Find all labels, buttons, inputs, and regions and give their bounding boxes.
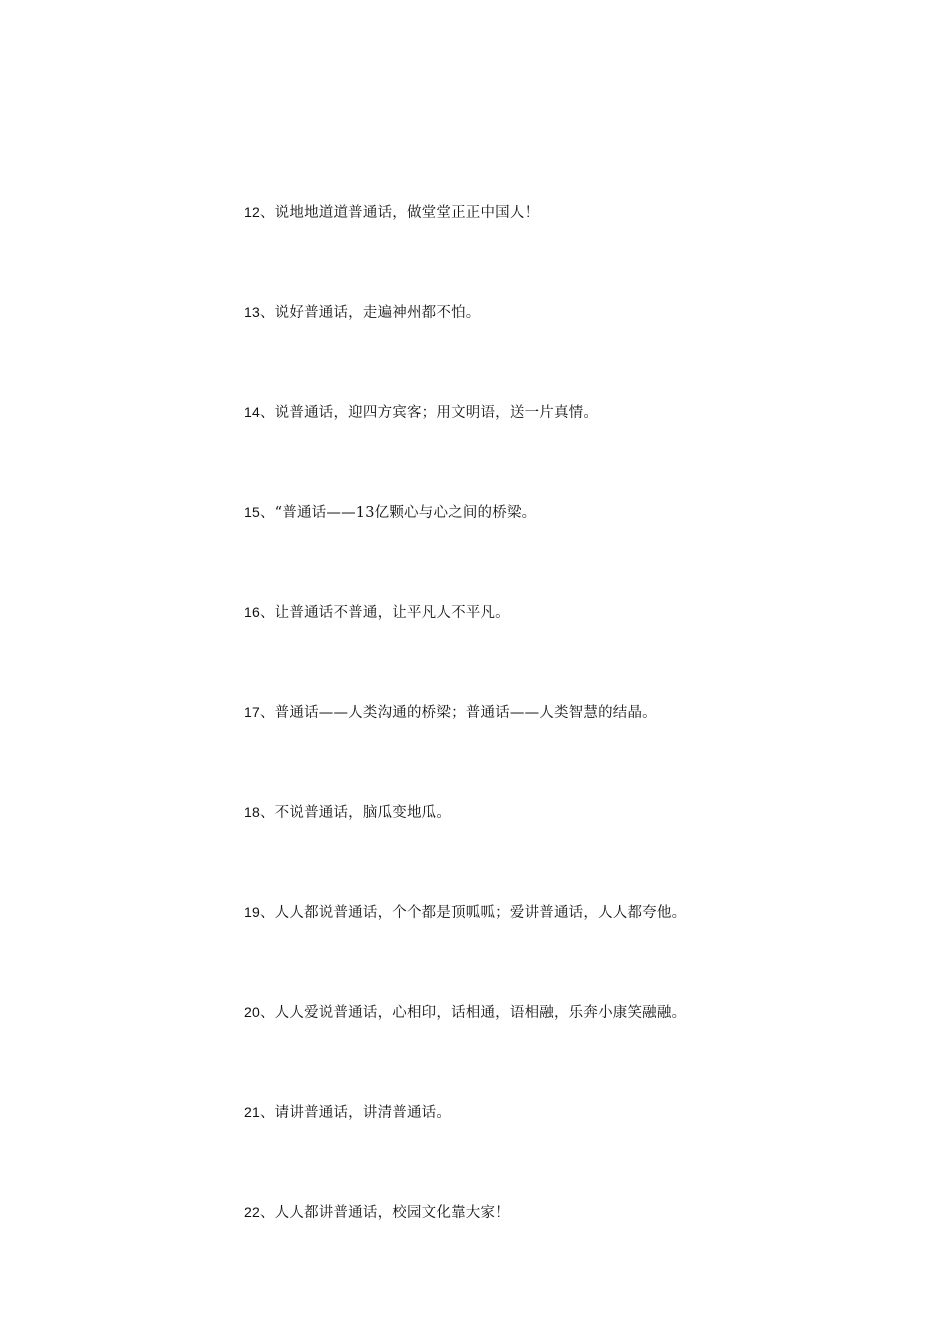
list-item bbox=[244, 998, 864, 1098]
list-item bbox=[244, 1198, 864, 1298]
item-number: 12 bbox=[244, 204, 260, 220]
list-item bbox=[244, 798, 864, 898]
item-number: 15 bbox=[244, 504, 260, 520]
item-text: 、不说普通话，脑瓜变地瓜。 bbox=[259, 805, 452, 821]
item-text: 、“普通话——13亿颗心与心之间的桥梁。 bbox=[259, 505, 537, 521]
item-number: 14 bbox=[244, 404, 260, 420]
item-text: 、说地地道道普通话，做堂堂正正中国人！ bbox=[259, 205, 540, 221]
item-text: 、普通话——人类沟通的桥梁；普通话——人类智慧的结晶。 bbox=[259, 705, 657, 721]
item-number: 20 bbox=[244, 1004, 260, 1020]
item-text: 、让普通话不普通，让平凡人不平凡。 bbox=[259, 605, 510, 621]
list-item bbox=[244, 298, 864, 398]
item-text: 、人人都说普通话，个个都是顶呱呱；爱讲普通话，人人都夸他。 bbox=[259, 905, 687, 921]
item-number: 18 bbox=[244, 804, 260, 820]
item-number: 19 bbox=[244, 904, 260, 920]
slogan-list bbox=[244, 198, 864, 1298]
list-item bbox=[244, 598, 864, 698]
list-item bbox=[244, 698, 864, 798]
item-text: 、说好普通话，走遍神州都不怕。 bbox=[259, 305, 481, 321]
item-text: 、说普通话，迎四方宾客；用文明语，送一片真情。 bbox=[259, 405, 599, 421]
list-item bbox=[244, 898, 864, 998]
item-number: 22 bbox=[244, 1204, 260, 1220]
item-text: 、请讲普通话，讲清普通话。 bbox=[259, 1105, 452, 1121]
list-item bbox=[244, 198, 864, 298]
item-number: 13 bbox=[244, 304, 260, 320]
list-item bbox=[244, 398, 864, 498]
item-number: 16 bbox=[244, 604, 260, 620]
list-item bbox=[244, 498, 864, 598]
list-item bbox=[244, 1098, 864, 1198]
item-number: 17 bbox=[244, 704, 260, 720]
item-text: 、人人爱说普通话，心相印，话相通，语相融，乐奔小康笑融融。 bbox=[259, 1005, 687, 1021]
item-number: 21 bbox=[244, 1104, 260, 1120]
item-text: 、人人都讲普通话，校园文化靠大家！ bbox=[259, 1205, 510, 1221]
